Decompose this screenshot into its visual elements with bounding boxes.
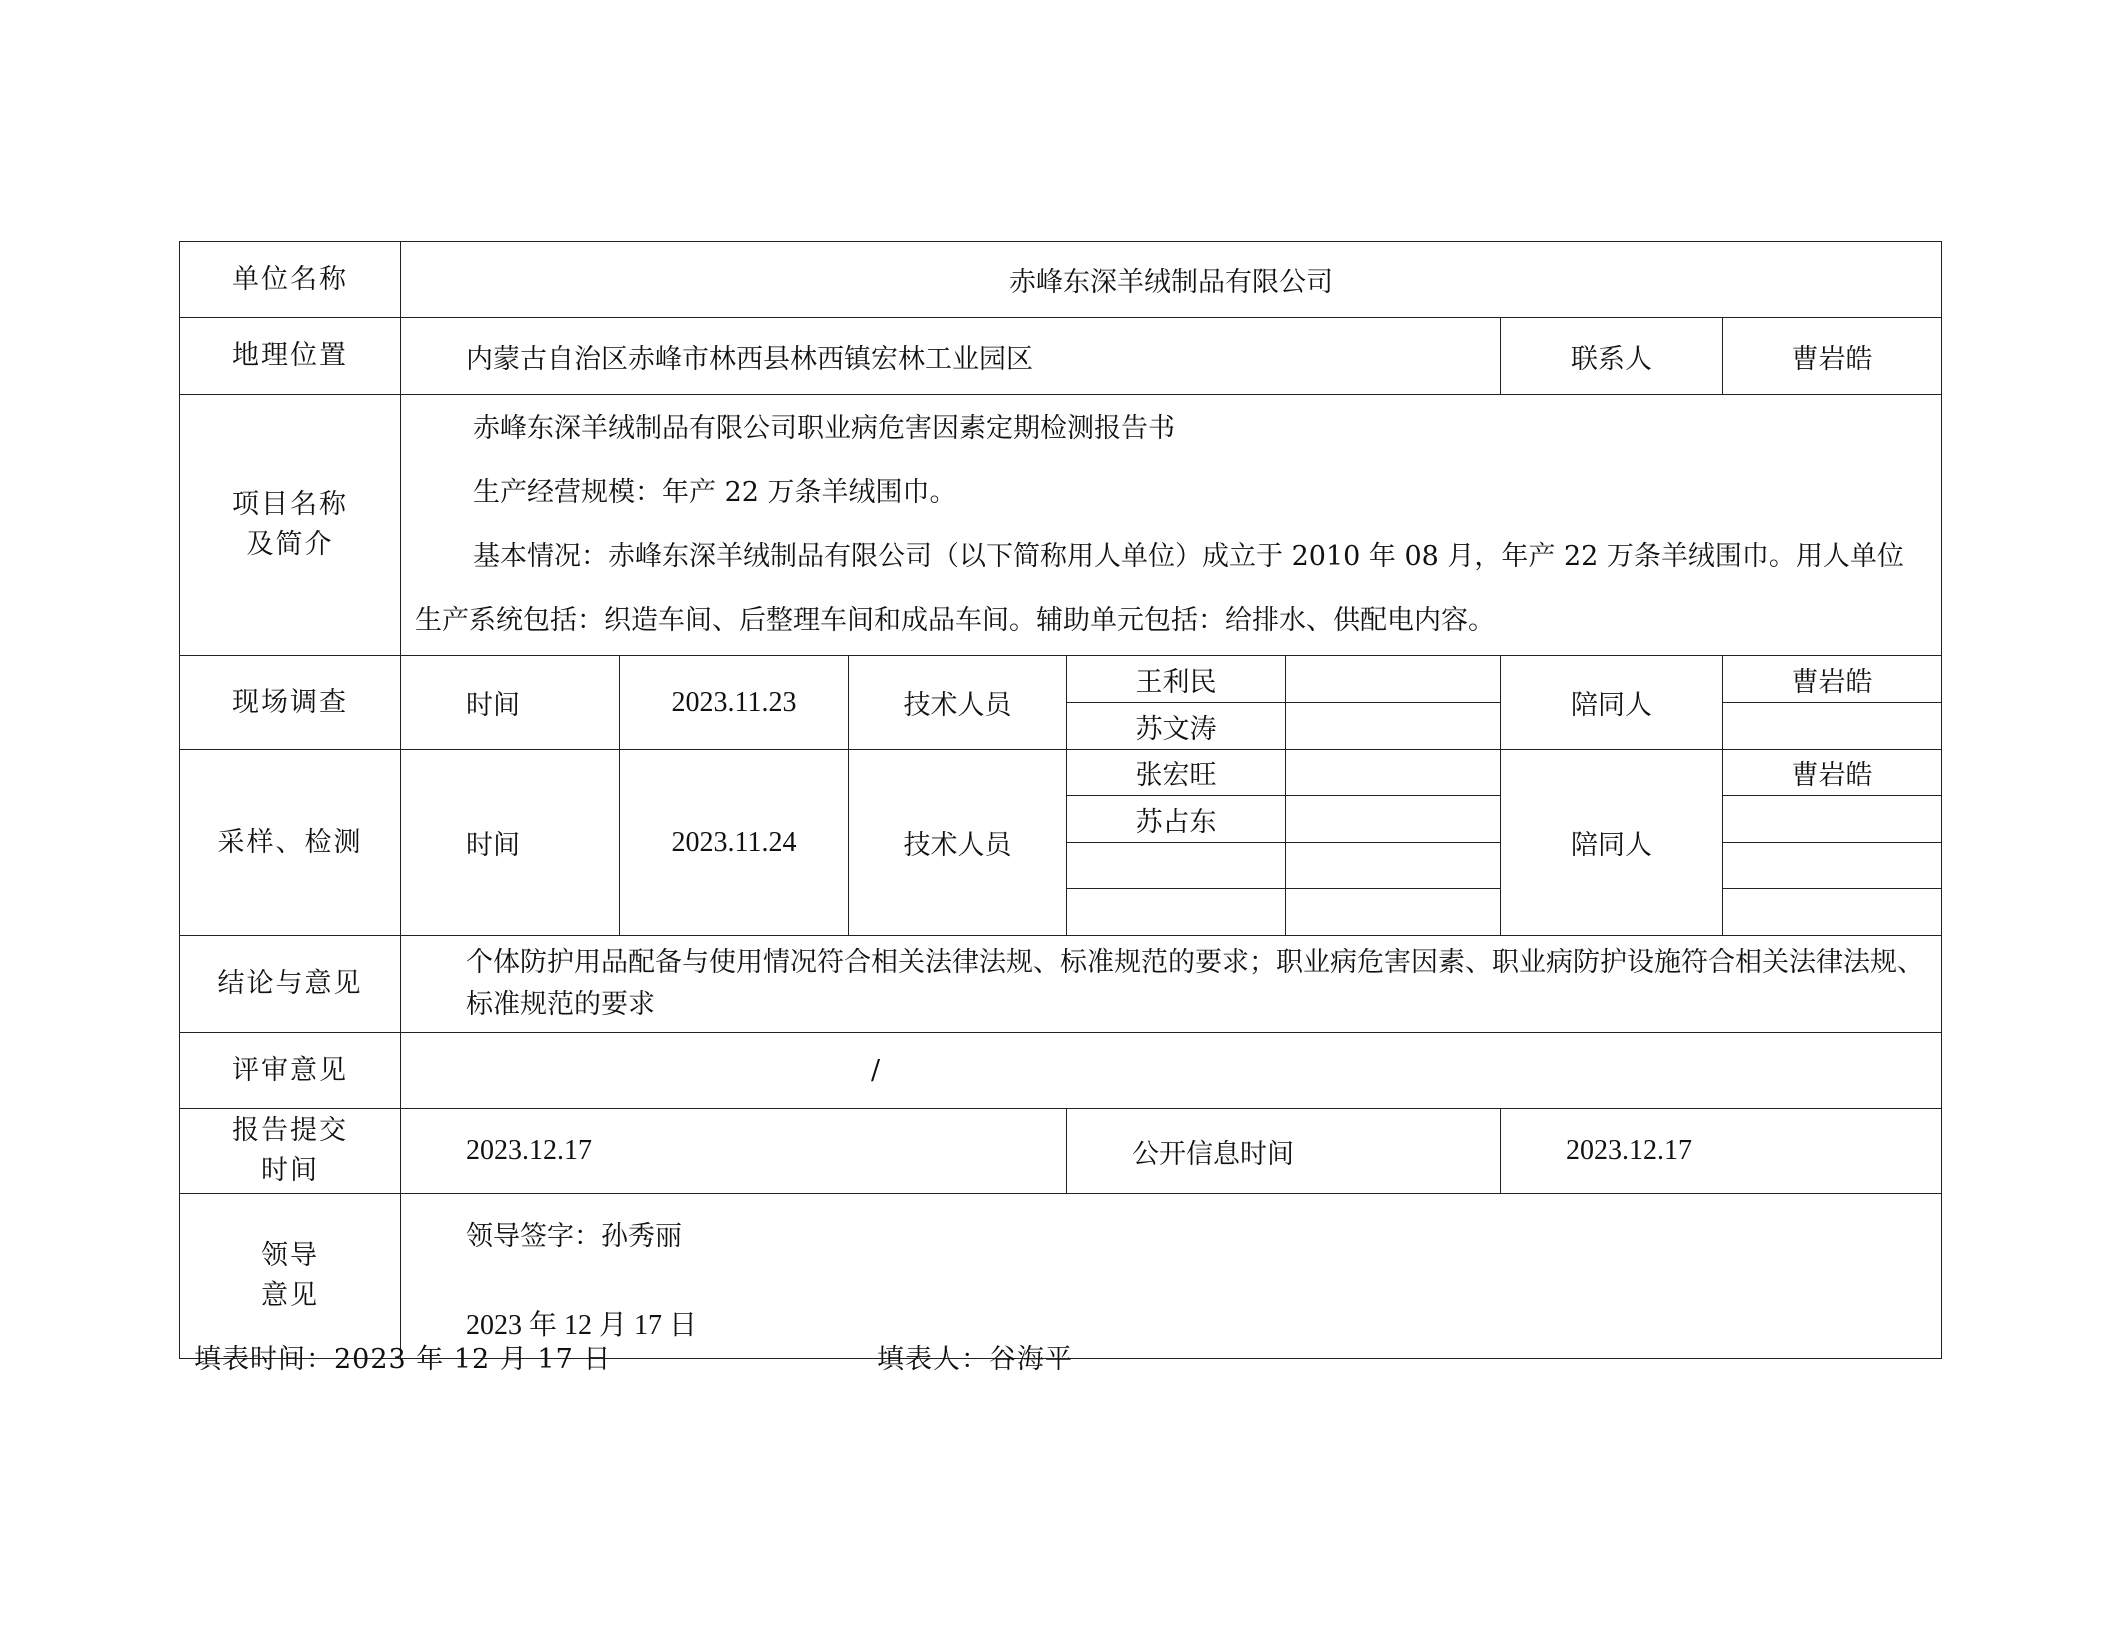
sampling-time-value: 2023.11.24 <box>620 750 849 936</box>
project-label <box>180 395 401 656</box>
survey-label: 现场调查 <box>180 656 401 750</box>
footer-filler: 填表人：谷海平 <box>877 1344 1073 1375</box>
survey-time-label: 时间 <box>401 656 620 750</box>
row-survey <box>180 656 1942 703</box>
unit-label: 单位名称 <box>180 242 401 318</box>
project-description <box>401 395 1942 656</box>
project-basic: 基本情况：赤峰东深羊绒制品有限公司（以下简称用人单位）成立于 2010 年 08 月，年产 22 万条羊绒围巾。用人单位生产系统包括：织造车间、后整理车间和成品车间。辅助单元包括：给排水、供配电内容。 <box>415 541 1904 636</box>
sampling-accomp-2 <box>1723 796 1942 843</box>
sampling-tech-extra-3 <box>1286 843 1501 889</box>
public-label: 公开信息时间 <box>1067 1109 1501 1194</box>
survey-tech-2: 苏文涛 <box>1067 703 1286 750</box>
project-label-line2: 及简介 <box>246 529 334 560</box>
review-label: 评审意见 <box>180 1033 401 1109</box>
sampling-tech-3 <box>1067 843 1286 889</box>
survey-time-value: 2023.11.23 <box>620 656 849 750</box>
survey-tech-label: 技术人员 <box>849 656 1067 750</box>
leader-signature: 领导签字：孙秀丽 <box>466 1221 682 1252</box>
conclusion-label: 结论与意见 <box>180 936 401 1033</box>
footer-fill-time: 填表时间：2023 年 12 月 17 日 <box>194 1344 612 1375</box>
submit-label-line2: 时间 <box>261 1155 319 1186</box>
submit-label-line1: 报告提交 <box>232 1115 348 1146</box>
sampling-accomp-3 <box>1723 843 1942 889</box>
sampling-label: 采样、检测 <box>180 750 401 936</box>
survey-tech-1: 王利民 <box>1067 656 1286 703</box>
sampling-accomp-1: 曹岩皓 <box>1723 750 1942 796</box>
sampling-tech-1: 张宏旺 <box>1067 750 1286 796</box>
row-submit <box>180 1109 1942 1194</box>
location-label: 地理位置 <box>180 318 401 395</box>
sampling-tech-extra-1 <box>1286 750 1501 796</box>
row-location <box>180 318 1942 395</box>
sampling-tech-extra-4 <box>1286 889 1501 936</box>
row-conclusion <box>180 936 1942 1033</box>
sampling-accomp-label: 陪同人 <box>1501 750 1723 936</box>
sampling-tech-4 <box>1067 889 1286 936</box>
contact-value: 曹岩皓 <box>1723 318 1942 395</box>
contact-label: 联系人 <box>1501 318 1723 395</box>
location-value: 内蒙古自治区赤峰市林西县林西镇宏林工业园区 <box>401 318 1501 395</box>
sampling-tech-2: 苏占东 <box>1067 796 1286 843</box>
form-table <box>179 241 1942 1359</box>
project-scale: 生产经营规模：年产 22 万条羊绒围巾。 <box>473 477 957 508</box>
review-value: / <box>401 1033 1942 1109</box>
survey-accomp-label: 陪同人 <box>1501 656 1723 750</box>
report-form <box>179 241 1941 1359</box>
leader-label-line1: 领导 <box>261 1240 319 1271</box>
project-title: 赤峰东深羊绒制品有限公司职业病危害因素定期检测报告书 <box>473 413 1175 444</box>
conclusion-value: 个体防护用品配备与使用情况符合相关法律法规、标准规范的要求；职业病危害因素、职业病防护设施符合相关法律法规、标准规范的要求 <box>401 936 1942 1033</box>
leader-label <box>180 1194 401 1359</box>
row-project <box>180 395 1942 656</box>
sampling-time-label: 时间 <box>401 750 620 936</box>
leader-label-line2: 意见 <box>261 1280 319 1311</box>
sampling-tech-extra-2 <box>1286 796 1501 843</box>
row-review <box>180 1033 1942 1109</box>
survey-accomp-2 <box>1723 703 1942 750</box>
public-value: 2023.12.17 <box>1501 1109 1942 1194</box>
sampling-tech-label: 技术人员 <box>849 750 1067 936</box>
row-unit <box>180 242 1942 318</box>
submit-value: 2023.12.17 <box>401 1109 1067 1194</box>
survey-tech-extra-1 <box>1286 656 1501 703</box>
row-leader <box>180 1194 1942 1359</box>
unit-value: 赤峰东深羊绒制品有限公司 <box>401 242 1942 318</box>
sampling-accomp-4 <box>1723 889 1942 936</box>
survey-tech-extra-2 <box>1286 703 1501 750</box>
leader-date: 2023 年 12 月 17 日 <box>466 1310 698 1341</box>
row-sampling <box>180 750 1942 796</box>
submit-label <box>180 1109 401 1194</box>
survey-accomp-1: 曹岩皓 <box>1723 656 1942 703</box>
project-label-line1: 项目名称 <box>232 489 348 520</box>
leader-opinion <box>401 1194 1942 1359</box>
